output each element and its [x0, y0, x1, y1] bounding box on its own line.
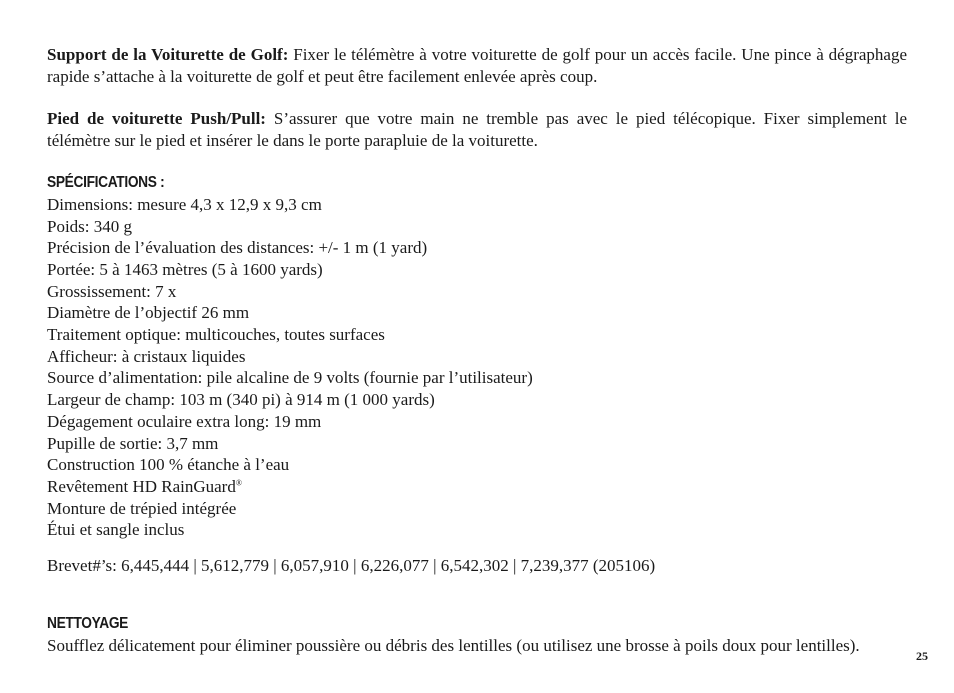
patents-line: Brevet#’s: 6,445,444 | 5,612,779 | 6,057,910 | 6,226,077 | 6,542,302 | 7,239,377 (205106)	[47, 556, 656, 576]
golf-cart-mount-text: Fixer le télémètre à votre voiturette de golf pour un accès facile. Une pince à dégraphage rapide s’attache à la voiturette de golf et peut être facilement enlevée après coup.	[47, 45, 907, 86]
spec-item: Poids: 340 g	[47, 216, 133, 236]
specifications-list	[47, 194, 907, 541]
spec-item: Portée: 5 à 1463 mètres (5 à 1600 yards)	[47, 259, 323, 279]
spec-item: Pupille de sortie: 3,7 mm	[47, 433, 219, 453]
specifications-heading: SPÉCIFICATIONS :	[47, 173, 165, 191]
registered-mark: ®	[235, 478, 242, 488]
spec-item: Afficheur: à cristaux liquides	[47, 346, 246, 366]
spec-item: Largeur de champ: 103 m (340 pi) à 914 m (1 000 yards)	[47, 390, 435, 410]
document-page	[47, 44, 907, 656]
push-pull-cart-lead: Pied de voiturette Push/Pull:	[47, 109, 266, 129]
golf-cart-mount-paragraph	[47, 44, 907, 87]
push-pull-cart-paragraph	[47, 108, 907, 151]
spec-item: Construction 100 % étanche à l’eau	[47, 455, 290, 475]
spec-item: Diamètre de l’objectif 26 mm	[47, 303, 250, 323]
cleaning-text: Soufflez délicatement pour éliminer poussière ou débris des lentilles (ou utilisez une brosse à poils doux pour lentilles).	[47, 635, 860, 655]
spec-item: Grossissement: 7 x	[47, 281, 177, 301]
rainguard-text: Revêtement HD RainGuard	[47, 476, 236, 496]
golf-cart-mount-lead: Support de la Voiturette de Golf:	[47, 45, 289, 64]
push-pull-cart-text: S’assurer que votre main ne tremble pas avec le pied télécopique. Fixer simplement le télémètre sur le pied et insérer le dans le porte parapluie de la voiturette.	[47, 109, 908, 151]
spec-item: Monture de trépied intégrée	[47, 498, 237, 518]
spec-item: Précision de l’évaluation des distances: +/- 1 m (1 yard)	[47, 238, 428, 258]
spec-item: Dégagement oculaire extra long: 19 mm	[47, 411, 322, 431]
spec-item-rainguard	[47, 476, 907, 498]
spec-item: Traitement optique: multicouches, toutes surfaces	[47, 325, 385, 345]
spec-item: Dimensions: mesure 4,3 x 12,9 x 9,3 cm	[47, 194, 322, 214]
spec-item: Étui et sangle inclus	[47, 520, 185, 540]
spec-item: Source d’alimentation: pile alcaline de 9 volts (fournie par l’utilisateur)	[47, 368, 533, 388]
page-number: 25	[916, 649, 928, 663]
cleaning-heading: NETTOYAGE	[47, 614, 129, 632]
